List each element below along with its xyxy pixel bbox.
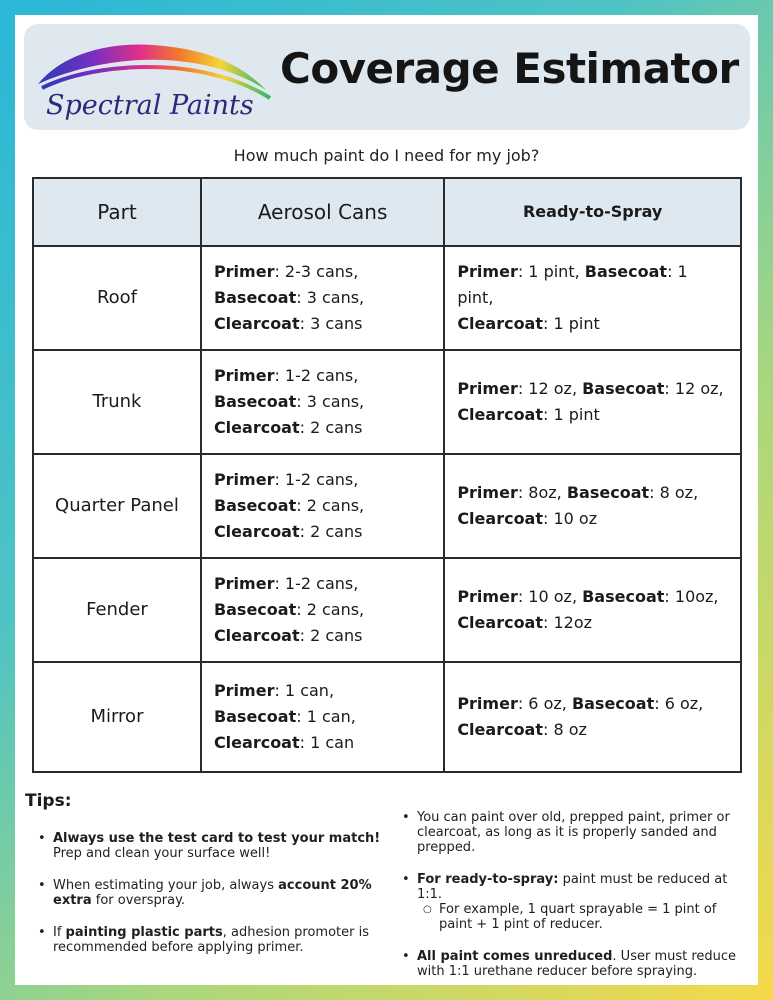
aerosol-cell: Primer: 1 can, Basecoat: 1 can, Clearcoat: 1 can [201,662,444,772]
column-header-part: Part [33,178,201,246]
column-header-aerosol: Aerosol Cans [201,178,444,246]
tips-list-left [31,831,386,972]
list-item: • Always use the test card to test your match! Prep and clean your surface well! [31,831,386,861]
list-item: • All paint comes unreduced. User must reduce with 1:1 urethane reducer before spraying. [395,949,750,979]
ready-to-spray-cell: Primer: 12 oz, Basecoat: 12 oz, Clearcoat: 1 pint [444,350,741,454]
table-row [33,558,741,662]
page-title: Coverage Estimator [280,44,739,93]
logo-swoosh-graphic [34,32,274,122]
list-item: • For ready-to-spray: paint must be reduced at 1:1. ○ For example, 1 quart sprayable = 1 pint of paint + 1 pint of reducer. [395,872,750,932]
page-subtitle: How much paint do I need for my job? [233,146,540,165]
part-name: Quarter Panel [33,454,201,558]
aerosol-cell: Primer: 1-2 cans, Basecoat: 2 cans, Clearcoat: 2 cans [201,558,444,662]
aerosol-cell: Primer: 1-2 cans, Basecoat: 2 cans, Clearcoat: 2 cans [201,454,444,558]
part-name: Roof [33,246,201,350]
aerosol-cell: Primer: 2-3 cans, Basecoat: 3 cans, Clearcoat: 3 cans [201,246,444,350]
table-row [33,350,741,454]
coverage-table [32,177,742,773]
ready-to-spray-cell: Primer: 6 oz, Basecoat: 6 oz, Clearcoat: 8 oz [444,662,741,772]
header-banner [24,24,750,130]
sub-list-item: ○ For example, 1 quart sprayable = 1 pint of paint + 1 pint of reducer. [417,902,750,932]
list-item: • You can paint over old, prepped paint, primer or clearcoat, as long as it is properly sanded and prepped. [395,810,750,855]
table-header-row [33,178,741,246]
tips-list-right [395,810,750,996]
sub-list [417,902,750,932]
list-item: • If painting plastic parts, adhesion promoter is recommended before applying primer. [31,925,386,955]
ready-to-spray-cell: Primer: 8oz, Basecoat: 8 oz, Clearcoat: 10 oz [444,454,741,558]
tips-heading: Tips: [25,791,72,811]
ready-to-spray-cell: Primer: 1 pint, Basecoat: 1 pint, Clearcoat: 1 pint [444,246,741,350]
ready-to-spray-cell: Primer: 10 oz, Basecoat: 10oz, Clearcoat: 12oz [444,558,741,662]
aerosol-cell: Primer: 1-2 cans, Basecoat: 3 cans, Clearcoat: 2 cans [201,350,444,454]
table-row [33,662,741,772]
part-name: Mirror [33,662,201,772]
spectral-paints-logo [34,32,274,122]
column-header-ready-to-spray: Ready-to-Spray [444,178,741,246]
table-row [33,246,741,350]
estimator-sheet [15,15,758,985]
table-row [33,454,741,558]
part-name: Fender [33,558,201,662]
list-item: • When estimating your job, always account 20% extra for overspray. [31,878,386,908]
part-name: Trunk [33,350,201,454]
logo-text: Spectral Paints [46,90,254,121]
